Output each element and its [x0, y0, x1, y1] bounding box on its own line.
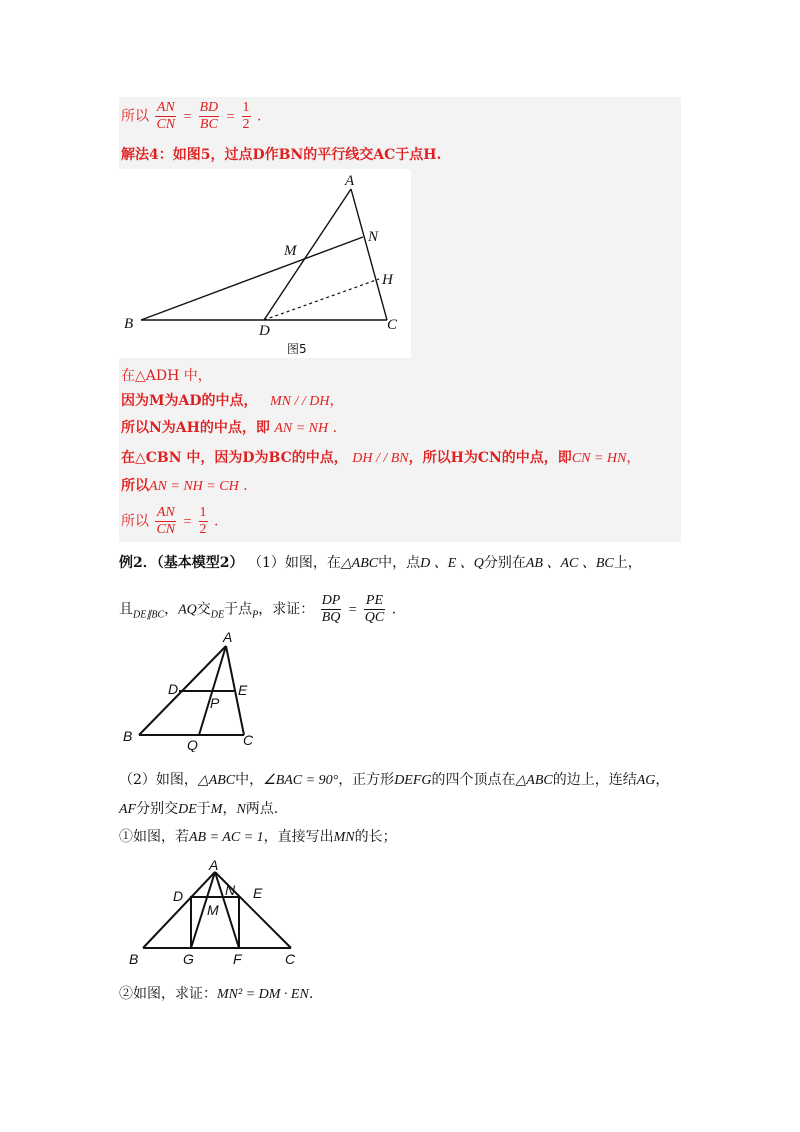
solution-line-6 [121, 448, 640, 469]
text: 于点 [224, 601, 253, 618]
math: DE∥BC [133, 609, 165, 621]
text: ，所以H为CN的中点，即 [408, 450, 572, 466]
math: AQ [178, 602, 197, 618]
solution-line-7 [121, 476, 248, 497]
text: 的长； [354, 829, 397, 845]
label-E: E [253, 885, 263, 901]
text: 中， [235, 772, 264, 788]
denominator: BQ [321, 610, 341, 625]
math: AN = NH [274, 421, 329, 436]
label-F: F [233, 951, 242, 967]
denominator: 2 [199, 522, 207, 537]
example-label: 例2． [119, 555, 157, 571]
text: 因为M为AD的中点， [121, 393, 258, 409]
solution-line-4 [121, 391, 343, 412]
numerator: AN [156, 100, 175, 115]
label-N: N [225, 882, 236, 898]
text: 中，点 [378, 555, 421, 571]
math: DH / / BN [352, 451, 409, 466]
text: . [391, 601, 397, 618]
text: ②如图，求证： [119, 986, 217, 1002]
label-M: M [284, 243, 297, 259]
text: 分别在 [483, 555, 526, 571]
solution-line-2 [121, 145, 441, 165]
math: DE [210, 609, 225, 621]
math: MN / / DH [269, 394, 330, 409]
text: . [332, 420, 338, 436]
text: 在△ADH 中， [121, 368, 212, 384]
label-B: B [124, 316, 134, 332]
solution-line-1: 所以 $\frac{AN}{CN}$ = $\frac{BD}{BC}$ = $\frac{1}{2}$ . [121, 100, 262, 132]
label-G: G [183, 951, 194, 967]
numerator: BD [199, 100, 219, 115]
math: ∠BAC = 90° [263, 773, 339, 788]
solution-line-3 [121, 366, 212, 386]
figure-example-1 [119, 628, 269, 752]
example-line-1 [119, 553, 642, 574]
text: 的边上，连结 [552, 772, 637, 788]
math: N [236, 802, 246, 817]
numerator: DP [321, 593, 341, 608]
text: . [308, 986, 314, 1002]
example-line-6 [119, 984, 313, 1005]
text: 上， [613, 555, 642, 571]
math: AF [119, 802, 137, 817]
example-line-3 [119, 770, 669, 791]
text: 所以 [121, 478, 149, 494]
math: MN [333, 830, 355, 845]
text: . [243, 478, 248, 494]
math: △ABC [515, 773, 553, 788]
text: ， [329, 393, 344, 409]
text: 解法4：如图5，过点D作BN的平行线交AC于点H. [121, 147, 442, 163]
math: AN = NH = CH [149, 479, 239, 494]
solution-line-8: 所以 $\frac{AN}{CN}$ = $\frac{1}{2}$ . [121, 505, 219, 537]
figure-example-2 [119, 852, 309, 970]
denominator: CN [156, 522, 176, 537]
label-D: D [259, 323, 270, 339]
label-E: E [238, 682, 248, 698]
text: . [213, 513, 219, 530]
label-D: D [168, 681, 179, 697]
math: △ABC [340, 556, 379, 571]
numerator: AN [156, 505, 175, 520]
example-model: （基本模型2） [156, 555, 244, 571]
numerator: PE [364, 593, 385, 610]
math: DEFG [394, 773, 432, 788]
text: 所以 [121, 108, 149, 125]
fraction-an-cn [155, 100, 176, 133]
text: ， [626, 450, 641, 466]
denominator: QC [364, 610, 385, 625]
label-D: D [173, 888, 184, 904]
text: ①如图，若 [119, 829, 189, 845]
label-A: A [223, 629, 233, 645]
example-line-2: 且$_{DE\parallel BC}$，AQ交$_{DE}$于点$_P$，求证： $\frac{DP}{BQ}$ = $\frac{PE}{QC}$ . [119, 593, 397, 625]
text: 于 [196, 801, 211, 817]
label-A: A [209, 857, 219, 873]
fraction-one-half [242, 100, 251, 133]
text: ，直接写出 [263, 829, 334, 845]
math: D 、E 、Q [420, 556, 484, 571]
text: ， [164, 601, 179, 618]
math: M [210, 802, 223, 817]
text: . [256, 108, 262, 125]
label-N: N [368, 229, 379, 245]
text: ， [655, 772, 670, 788]
text: （2）如图， [119, 772, 198, 788]
math: AG [636, 773, 656, 788]
denominator: CN [156, 117, 176, 132]
text: 所以N为AH的中点，即 [121, 420, 270, 436]
label-H: H [382, 272, 393, 288]
math: MN² = DM · EN [217, 987, 309, 1002]
text: （1）如图，在 [247, 555, 341, 571]
math: AB 、AC 、BC [525, 556, 614, 571]
label-A: A [345, 173, 355, 189]
text: ，求证： [258, 601, 315, 618]
math: AB = AC = 1 [189, 830, 264, 845]
denominator: BC [199, 117, 218, 132]
text: 所以 [121, 513, 149, 530]
label-C: C [243, 732, 254, 748]
fraction-pe-qc [364, 593, 385, 626]
fraction-dp-bq [321, 593, 342, 626]
text: 在△CBN 中，因为D为BC的中点， [121, 450, 348, 466]
label-C: C [387, 317, 398, 333]
text: 交 [196, 601, 211, 618]
numerator: 1 [242, 100, 250, 115]
figure-caption: 图5 [287, 342, 307, 356]
math: DE [178, 802, 197, 817]
text: 分别交 [136, 801, 179, 817]
text: 的四个顶点在 [431, 772, 516, 788]
example-line-5 [119, 827, 397, 848]
math: △ABC [197, 773, 236, 788]
fraction-one-half [199, 505, 208, 538]
text: ，正方形 [338, 772, 395, 788]
text: 两点. [245, 801, 279, 817]
numerator: 1 [199, 505, 207, 520]
example-line-4 [119, 799, 278, 820]
label-P: P [210, 695, 220, 711]
figure-5 [119, 169, 411, 358]
fraction-an-cn [155, 505, 176, 538]
math: CN = HN [571, 451, 627, 466]
label-C: C [285, 951, 296, 967]
text: 且 [119, 601, 133, 618]
math: P [252, 609, 259, 621]
denominator: 2 [242, 117, 250, 132]
label-B: B [123, 728, 133, 744]
label-Q: Q [187, 737, 198, 752]
label-B: B [129, 951, 139, 967]
fraction-bd-bc [199, 100, 220, 133]
text: ， [222, 801, 237, 817]
label-M: M [207, 902, 219, 918]
solution-line-5 [121, 418, 337, 439]
